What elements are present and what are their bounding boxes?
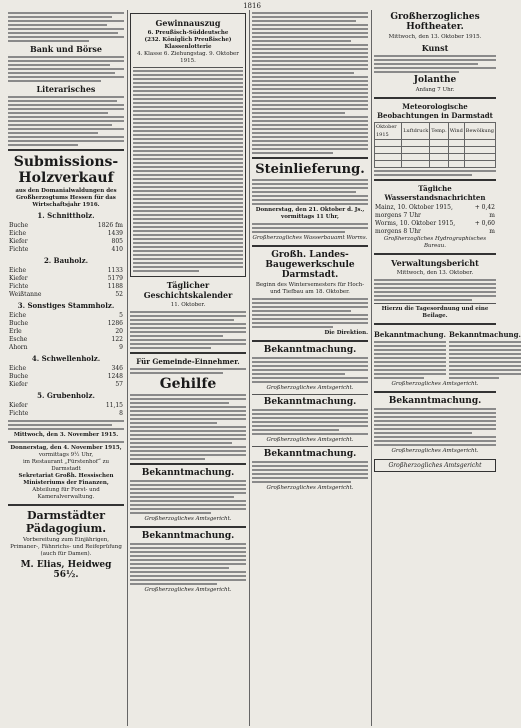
literary-text — [8, 96, 124, 146]
stone-delivery-title: Steinlieferung. — [255, 162, 365, 177]
stone-delivery-signature: Großherzogliches Wasserbauamt Worms. — [252, 235, 368, 241]
building-school-sub: Beginn des Wintersemesters für Hoch- und Tiefbau am 18. Oktober. — [255, 282, 365, 295]
supplement-note: Hierzu die Tagesordnung und eine Beilage. — [381, 306, 489, 319]
notice-text — [130, 543, 246, 585]
ministry-department: Abteilung für Forst- und Kameralverwaltung. — [32, 487, 100, 500]
ad-name: M. Elias, Heidweg 56½. — [20, 560, 112, 580]
notice-left — [374, 328, 446, 381]
column-rule — [127, 10, 128, 726]
timber-table: Eiche 5 Buche 1286 Erle 20 Esche 122 Ahorn 9 — [9, 312, 123, 351]
notice-title: Bekanntmachung. — [374, 330, 446, 339]
notice-pair — [374, 328, 521, 381]
notice-title: Bekanntmachung. — [263, 345, 357, 355]
weather-title: Meteorologische Beobachtungen in Darmstadt — [377, 102, 493, 120]
column-4 — [374, 10, 521, 726]
theater-text — [374, 55, 496, 73]
lottery-numbers — [133, 70, 243, 272]
timber-table: Kiefer 11,15 Fichte 8 — [9, 402, 123, 417]
notice-text — [252, 461, 368, 483]
submission-title: Submissions-Holzverkauf — [13, 154, 119, 186]
building-school-text — [252, 298, 368, 328]
building-school-signature: Die Direktion. — [324, 330, 368, 336]
theater-title: Großherzogliches Hoftheater. — [390, 12, 480, 32]
notice-signature: Großherzogliches Amtsgericht. — [266, 485, 354, 491]
lottery-name: (232. Königlich Preußische) Klassenlotterie — [144, 37, 232, 50]
notice-title: Bekanntmachung. — [448, 330, 521, 339]
notice-title: Bekanntmachung. — [141, 468, 235, 478]
water-level-title: Tägliche Wasserstandsnachrichten — [384, 184, 486, 202]
timber-table: Eiche 1133 Kiefer 5179 Fichte 1188 Weißtanne 52 — [9, 267, 123, 298]
notice-signature: Großherzogliches Amtsgericht. — [391, 381, 479, 387]
theater-date: Mittwoch, den 13. Oktober 1915. — [388, 34, 482, 40]
submission-text — [8, 420, 124, 430]
column-1 — [8, 10, 124, 726]
theater-kunst: Kunst — [421, 43, 449, 53]
water-level-table: Mainz, 10. Oktober 1915, morgens 7 Uhr + 0,42 m Worms, 10. Oktober 1915, morgens 8 Uhr + 0,60 m — [375, 204, 495, 235]
theater-play: Jolanthe — [413, 75, 457, 85]
notice-signature: Großherzogliches Amtsgericht. — [391, 448, 479, 454]
calendar-title: Täglicher Geschichtskalender — [143, 280, 233, 300]
timber-table: Buche 1826 fm Eiche 1439 Kiefer 805 Fichte 410 — [9, 222, 123, 253]
submission-date: Mittwoch, den 3. November 1915. — [13, 432, 119, 438]
notice-text — [252, 357, 368, 383]
court-stamp-box: Großherzogliches Amtsgericht — [374, 459, 496, 472]
section-heading: 4. Schwellenholz. — [31, 354, 101, 363]
column-2 — [130, 10, 246, 726]
body-text — [8, 12, 124, 42]
municipal-text — [130, 368, 246, 374]
column-rule — [371, 10, 372, 726]
admin-report-text — [374, 279, 496, 301]
bank-text — [8, 56, 124, 82]
theater-time: Anfang 7 Uhr. — [415, 87, 455, 93]
calendar-text — [130, 311, 246, 349]
ad-title: Darmstädter Pädagogium. — [25, 509, 107, 535]
ministry: Sekretariat Großh. Hessischen Ministeriums der Finanzen, — [18, 473, 114, 486]
auction-date: Donnerstag, den 4. November 1915, — [10, 445, 122, 451]
section-heading: 3. Sonstiges Stammholz. — [17, 301, 115, 310]
section-heading: 2. Bauholz. — [43, 256, 89, 265]
notice-signature: Großherzogliches Amtsgericht. — [144, 587, 232, 593]
notice-title: Bekanntmachung. — [263, 449, 357, 459]
notice-title: Bekanntmachung. — [388, 396, 482, 406]
lottery-day: 6. Preußisch-Süddeutsche — [147, 30, 229, 36]
admin-report-title: Verwaltungsbericht — [391, 258, 479, 268]
weather-text — [374, 170, 496, 176]
stone-delivery-date: Donnerstag, den 21. Oktober d. Js., vormittags 11 Uhr, — [255, 207, 365, 220]
page-number: 1816 — [243, 2, 261, 10]
stone-delivery-text — [252, 223, 368, 233]
notice-signature: Großherzogliches Amtsgericht. — [266, 437, 354, 443]
auction-time: vormittags 9½ Uhr, — [38, 452, 94, 458]
notice-signature: Großherzogliches Amtsgericht. — [266, 385, 354, 391]
body-text — [252, 12, 368, 154]
building-school-title: Großh. Landes-Baugewerkschule Darmstadt. — [265, 250, 355, 280]
municipal-title: Für Gemeinde-Einnehmer. — [136, 357, 240, 366]
admin-report-date: Mittwoch, den 13. Oktober. — [396, 270, 474, 276]
stone-delivery-text — [252, 179, 368, 205]
column-rule — [249, 10, 250, 726]
calendar-date: 11. Oktober. — [170, 302, 206, 308]
column-3 — [252, 10, 368, 726]
notice-title: Bekanntmachung. — [141, 531, 235, 541]
lottery-date: 4. Klasse 6. Ziehungstag. 9. Oktober 1915. — [137, 51, 239, 64]
timber-table: Eiche 346 Buche 1248 Kiefer 57 — [9, 365, 123, 388]
notice-signature: Großherzogliches Amtsgericht. — [144, 516, 232, 522]
notice-text — [130, 480, 246, 514]
lottery-title: Gewinnauszug — [155, 18, 221, 28]
notice-title: Bekanntmachung. — [263, 397, 357, 407]
assistant-title: Gehilfe — [159, 376, 217, 392]
lottery-box — [130, 13, 246, 277]
notice-right — [449, 328, 521, 381]
auction-place: im Restaurant „Fürstenhof“ zu Darmstadt — [22, 459, 110, 472]
weather-table: Oktober 1915 Luftdruck Temp. Wind Bewölkung — [374, 122, 496, 168]
section-heading: 5. Grubenholz. — [37, 391, 95, 400]
notice-text — [252, 409, 368, 435]
assistant-text — [130, 394, 246, 460]
ad-subtitle: Vorbereitung zum Einjährigen, Primaner-, Fähnrichs- und Reifeprüfung (auch für Damen). — [10, 537, 122, 557]
section-heading: 1. Schnittholz. — [37, 211, 95, 220]
submission-subtitle: aus den Domanialwaldungen des Großherzogtums Hessen für das Wirtschaftsjahr 1916. — [15, 188, 117, 208]
notice-text — [374, 408, 496, 446]
water-level-signature: Großherzogliches Hydrographisches Bureau. — [383, 236, 487, 249]
bank-title: Bank und Börse — [29, 44, 102, 54]
literary-title: Literarisches — [36, 84, 96, 94]
